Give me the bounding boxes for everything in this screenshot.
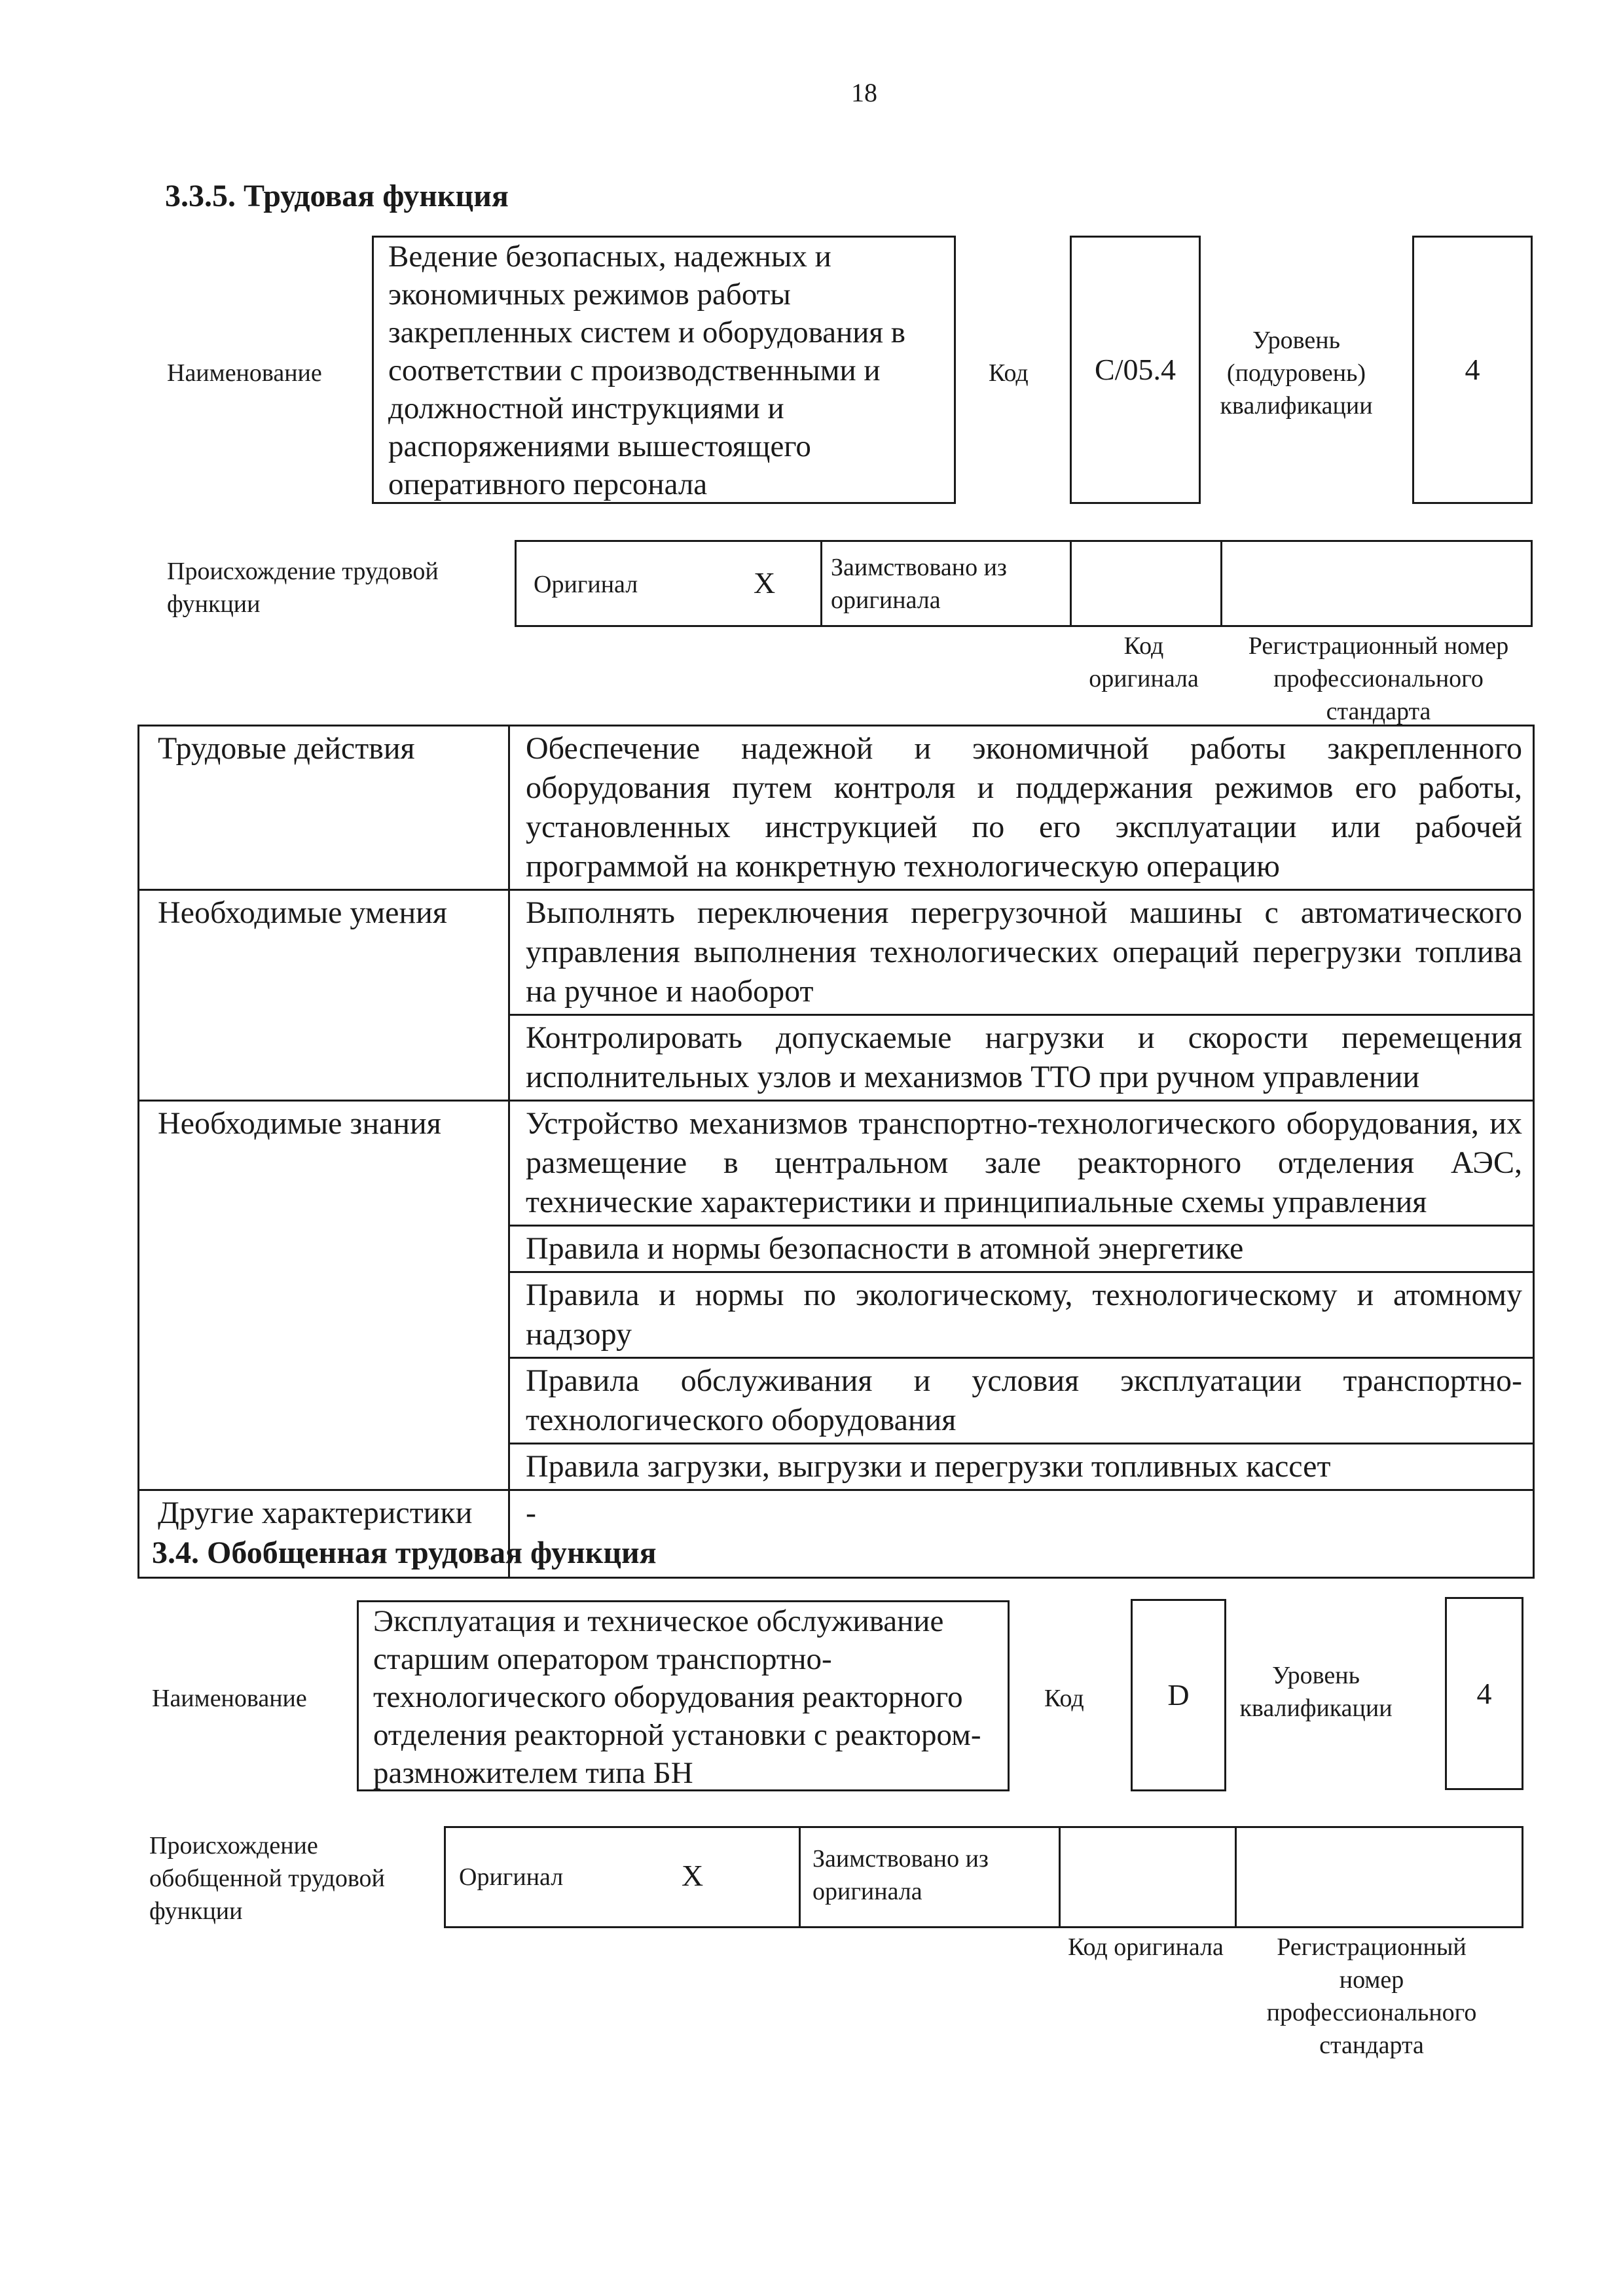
skills-item: Выполнять переключения перегрузочной машины с автоматического управления выполнения технологических операций перегрузки топлива на ручное и наоборот [509,890,1534,1015]
table-row [139,890,1534,1015]
code-box-2 [1131,1599,1226,1791]
generalized-function-name-value: Эксплуатация и техническое обслуживание старшим оператором транспортно-технологического оборудования реакторного отделения реакторной установки с реактором-размножителем типа БН [373,1604,981,1790]
code-label-2: Код [1044,1685,1084,1712]
other-value: - [509,1490,1534,1578]
code-label: Код [989,359,1029,387]
page-number: 18 [851,78,877,107]
origin2-divider-1 [799,1828,801,1926]
level-label-2: Уровень квалификации [1239,1662,1393,1722]
function-name-value: Ведение безопасных, надежных и экономичных режимов работы закрепленных систем и оборудования в соответствии с производственными и должностной инструкциями и распоряжениями вышестоящего оперативного персонала [388,240,905,501]
table-row [139,1101,1534,1226]
other-label: Другие характеристики [139,1490,509,1578]
level-box-2 [1445,1597,1523,1790]
section-heading-34: 3.4. Обобщенная трудовая функция [152,1535,657,1570]
reg-number-label: Регистрационный номер профессионального стандарта [1248,632,1509,725]
level-box [1412,236,1533,504]
origin-table [515,540,1533,627]
function-details-table [137,725,1535,1579]
level-value-2: 4 [1476,1676,1492,1710]
knowledge-item: Правила обслуживания и условия эксплуатации транспортно-технологического оборудования [509,1358,1534,1444]
level-label: Уровень (подуровень) квалификации [1220,327,1373,420]
generalized-function-name-box [357,1600,1010,1791]
code-value-2: D [1167,1678,1190,1712]
origin-divider-2 [1070,542,1072,625]
skills-item: Контролировать допускаемые нагрузки и скорости перемещения исполнительных узлов и механизмов ТТО при ручном управлении [509,1015,1534,1101]
origin-table-2 [444,1826,1523,1928]
original-mark: X [754,566,776,600]
origin2-divider-3 [1235,1828,1237,1926]
origin-label: Происхождение трудовой функции [167,558,439,618]
actions-item: Обеспечение надежной и экономичной работы закрепленного оборудования путем контроля и поддержания режимов его работы, установленных инструкцией по его эксплуатации или рабочей программой на конкретную технологическую операцию [509,726,1534,890]
original-mark-2: X [682,1859,704,1892]
knowledge-label: Необходимые знания [139,1101,509,1490]
name-label: Наименование [167,359,322,387]
section-heading-335: 3.3.5. Трудовая функция [165,179,509,213]
name-label-2: Наименование [152,1685,307,1712]
knowledge-item: Устройство механизмов транспортно-технологического оборудования, их размещение в центральном зале реакторного отделения АЭС, технические характеристики и принципиальные схемы управления [509,1101,1534,1226]
origin-divider-1 [820,542,822,625]
origin2-divider-2 [1059,1828,1061,1926]
function-name-box [372,236,956,504]
code-original-label-2: Код оригинала [1068,1933,1224,1961]
knowledge-item: Правила и нормы по экологическому, технологическому и атомному надзору [509,1272,1534,1358]
skills-label: Необходимые умения [139,890,509,1101]
reg-number-label-2: Регистрационный номер профессионального стандарта [1266,1933,1477,2059]
knowledge-item: Правила и нормы безопасности в атомной энергетике [509,1226,1534,1272]
borrowed-label: Заимствовано из оригинала [831,554,1007,614]
origin-label-2: Происхождение обобщенной трудовой функции [149,1832,385,1925]
origin-divider-3 [1220,542,1222,625]
code-original-label: Код оригинала [1089,632,1199,692]
table-row [139,726,1534,890]
original-label-2: Оригинал [459,1863,564,1891]
level-value: 4 [1465,353,1480,386]
knowledge-item: Правила загрузки, выгрузки и перегрузки топливных кассет [509,1444,1534,1490]
original-label: Оригинал [534,571,638,598]
code-box [1070,236,1201,504]
borrowed-label-2: Заимствовано из оригинала [812,1845,989,1905]
code-value: C/05.4 [1095,353,1176,386]
actions-label: Трудовые действия [139,726,509,890]
